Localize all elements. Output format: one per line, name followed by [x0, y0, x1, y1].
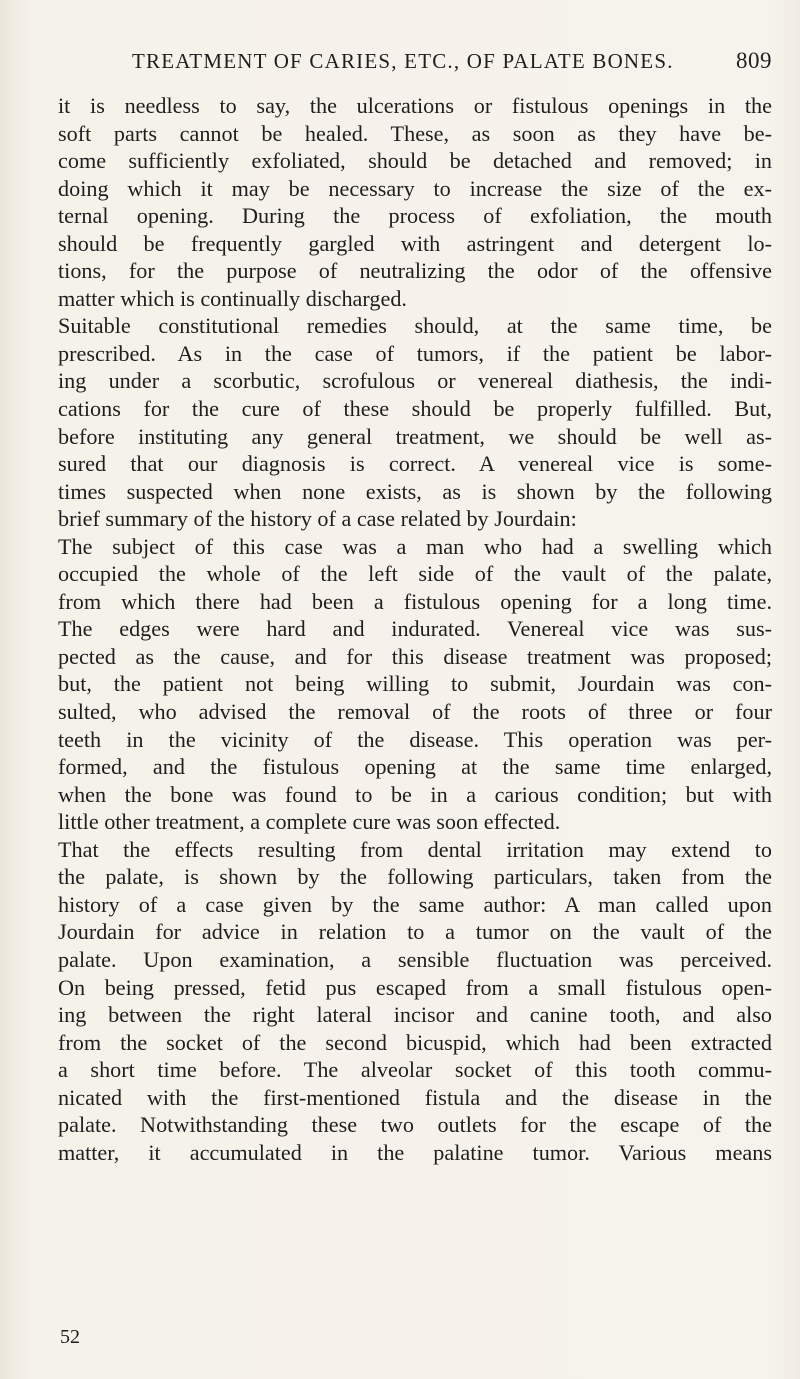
text-line: teeth in the vicinity of the disease. This operation was per-	[58, 726, 772, 752]
text-line: brief summary of the history of a case related by Jourdain:	[58, 506, 577, 532]
text-line: ing between the right lateral incisor and canine tooth, and also	[58, 1002, 772, 1028]
text-line: matter which is continually discharged.	[58, 285, 407, 311]
text-line: prescribed. As in the case of tumors, if the patient be labor-	[58, 340, 772, 366]
text-line: from the socket of the second bicuspid, which had been extracted	[58, 1029, 772, 1055]
text-line: Jourdain for advice in relation to a tumor on the vault of the	[58, 919, 772, 945]
text-line: a short time before. The alveolar socket of this tooth commu-	[58, 1057, 772, 1083]
body-text	[58, 92, 772, 1166]
text-line: Suitable constitutional remedies should, at the same time, be	[58, 313, 772, 339]
text-line: palate. Notwithstanding these two outlets for the escape of the	[58, 1112, 772, 1138]
text-line: formed, and the fistulous opening at the same time enlarged,	[58, 754, 772, 780]
text-line: occupied the whole of the left side of the vault of the palate,	[58, 561, 772, 587]
text-line: ternal opening. During the process of exfoliation, the mouth	[58, 203, 772, 229]
text-line: pected as the cause, and for this disease treatment was proposed;	[58, 643, 772, 669]
text-line: times suspected when none exists, as is shown by the following	[58, 478, 772, 504]
text-line: when the bone was found to be in a carious condition; but with	[58, 781, 772, 807]
text-line: before instituting any general treatment, we should be well as-	[58, 423, 772, 449]
text-line: little other treatment, a complete cure was soon effected.	[58, 809, 561, 835]
text-line: history of a case given by the same author: A man called upon	[58, 891, 772, 917]
text-line: the palate, is shown by the following particulars, taken from the	[58, 864, 772, 890]
text-line: but, the patient not being willing to submit, Jourdain was con-	[58, 671, 772, 697]
text-line: The edges were hard and indurated. Venereal vice was sus-	[58, 616, 772, 642]
text-line: On being pressed, fetid pus escaped from a small fistulous open-	[58, 974, 772, 1000]
text-line: tions, for the purpose of neutralizing the odor of the offensive	[58, 258, 772, 284]
text-line: The subject of this case was a man who had a swelling which	[58, 533, 772, 559]
text-line: matter, it accumulated in the palatine tumor. Various means	[58, 1139, 772, 1165]
text-line: sulted, who advised the removal of the roots of three or four	[58, 699, 772, 725]
text-line: it is needless to say, the ulcerations or fistulous openings in the	[58, 93, 772, 118]
text-line: soft parts cannot be healed. These, as soon as they have be-	[58, 120, 772, 146]
running-head	[132, 46, 772, 76]
text-line: ing under a scorbutic, scrofulous or venereal diathesis, the indi-	[58, 368, 772, 394]
running-title: TREATMENT OF CARIES, ETC., OF PALATE BONES.	[132, 49, 674, 73]
text-line: palate. Upon examination, a sensible fluctuation was perceived.	[58, 946, 772, 972]
text-line: sured that our diagnosis is correct. A venereal vice is some-	[58, 451, 772, 477]
text-line: from which there had been a fistulous opening for a long time.	[58, 588, 772, 614]
text-line: cations for the cure of these should be properly fulfilled. But,	[58, 396, 772, 422]
signature-mark: 52	[60, 1326, 80, 1348]
text-line: nicated with the first-mentioned fistula and the disease in the	[58, 1084, 772, 1110]
text-line: That the effects resulting from dental irritation may extend to	[58, 836, 772, 862]
text-line: should be frequently gargled with astringent and detergent lo-	[58, 230, 772, 256]
page-number: 809	[736, 48, 772, 73]
text-line: doing which it may be necessary to increase the size of the ex-	[58, 175, 772, 201]
text-line: come sufficiently exfoliated, should be detached and removed; in	[58, 148, 772, 174]
